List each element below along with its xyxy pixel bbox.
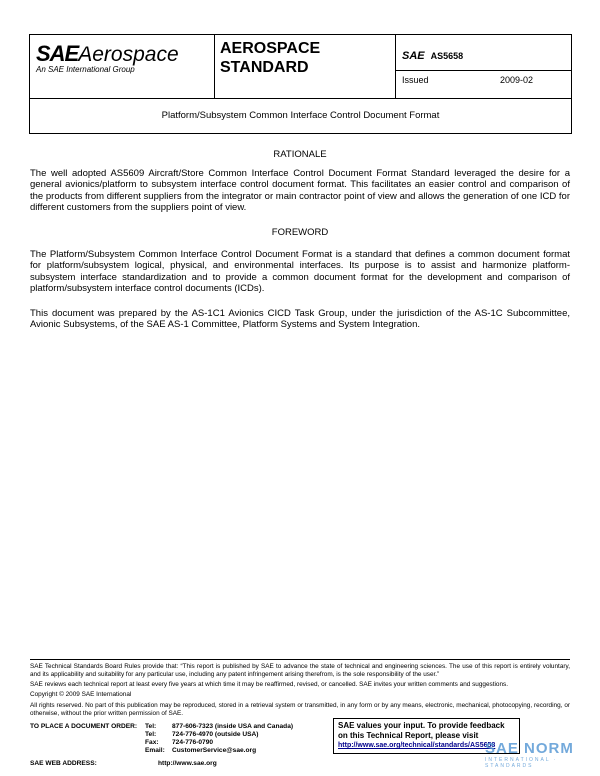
logo-aerospace: Aerospace <box>78 43 179 66</box>
sae-aerospace-logo <box>36 41 179 74</box>
watermark-text: SAE NORM <box>485 740 574 757</box>
doc-sae-mark: SAE <box>402 50 425 62</box>
rationale-heading: RATIONALE <box>273 149 327 160</box>
standard-line1: AEROSPACE <box>220 40 321 57</box>
divider <box>395 70 572 71</box>
standard-type <box>220 39 320 77</box>
email-address[interactable]: CustomerService@sae.org <box>172 747 257 754</box>
footer-copyright: Copyright © 2009 SAE International <box>30 691 132 698</box>
document-title: Platform/Subsystem Common Interface Control Document Format <box>161 110 440 121</box>
watermark-subtext: INTERNATIONAL · STANDARDS <box>485 757 558 769</box>
tel-outside: 724-776-4970 (outside USA) <box>172 731 259 738</box>
email-label: Email: <box>145 747 165 754</box>
fax-label: Fax: <box>145 739 159 746</box>
divider <box>214 35 215 98</box>
tel-label: Tel: <box>145 731 157 738</box>
divider <box>30 98 571 99</box>
logo-group: An SAE International Group <box>36 65 135 74</box>
footer-rules: SAE Technical Standards Board Rules provide that: “This report is published by SAE to advance the state of technical and engineering sciences. The use of this report is entirely voluntary, and its applicability and suitability for any particular use, including any patent infringement arising therefrom, is the sole responsibility of the user.” <box>30 663 570 678</box>
issued-label: Issued <box>402 75 429 85</box>
divider <box>395 35 396 98</box>
feedback-line1: SAE values your input. To provide feedback <box>338 721 505 730</box>
web-address[interactable]: http://www.sae.org <box>158 760 217 767</box>
web-label: SAE WEB ADDRESS: <box>30 760 97 767</box>
footer-rights: All rights reserved. No part of this publication may be reproduced, stored in a retrieval system or transmitted, in any form or by any means, electronic, mechanical, photocopying, recording, or otherwise, without the prior written permission of SAE. <box>30 702 570 717</box>
fax-number: 724-776-0790 <box>172 739 214 746</box>
doc-number: AS5658 <box>430 51 464 61</box>
standard-line2: STANDARD <box>220 59 309 76</box>
footer-review: SAE reviews each technical report at least every five years at which time it may be reaffirmed, revised, or cancelled. SAE invites your written comments and suggestions. <box>30 681 508 688</box>
contact-info <box>145 723 293 755</box>
rationale-paragraph: The well adopted AS5609 Aircraft/Store Common Interface Control Document Format Standard leveraged the desire for a general avionics/platform to subsystem interface control document format. This facilitates an easier control and comparison of the products from different suppliers from the integrator or main contractor point of view and allows the generation of one ICD for different customers from the suppliers point of view. <box>30 168 570 213</box>
foreword-paragraph-2: This document was prepared by the AS-1C1 Avionics CICD Task Group, under the jurisdiction of the AS-1C Subcommittee, Avionic Subsystems, of the SAE AS-1 Committee, Platform Systems and System Integration. <box>30 308 570 331</box>
foreword-heading: FOREWORD <box>271 227 329 238</box>
tel-inside: 877-606-7323 (inside USA and Canada) <box>172 723 294 730</box>
feedback-line2: on this Technical Report, please visit <box>338 731 479 740</box>
logo-sae: SAE <box>36 41 79 66</box>
watermark-logo <box>485 740 595 774</box>
tel-label: Tel: <box>145 723 157 730</box>
issued-date: 2009-02 <box>500 75 534 85</box>
order-label: TO PLACE A DOCUMENT ORDER: <box>30 723 138 730</box>
document-number <box>402 50 463 62</box>
header-box <box>29 34 572 134</box>
foreword-paragraph-1: The Platform/Subsystem Common Interface Control Document Format is a standard that defines a common document format for platform/subsystem logical, physical, and environmental interfaces. Its purpose is to assist and harmonize platform-subsystem interface standardization and to provide a common document format for the development and comparison of platform/subsystem interface control documents (ICDs). <box>30 249 570 294</box>
feedback-link[interactable]: http://www.sae.org/technical/standards/AS5658 <box>338 742 496 749</box>
footer-rule <box>30 659 570 660</box>
